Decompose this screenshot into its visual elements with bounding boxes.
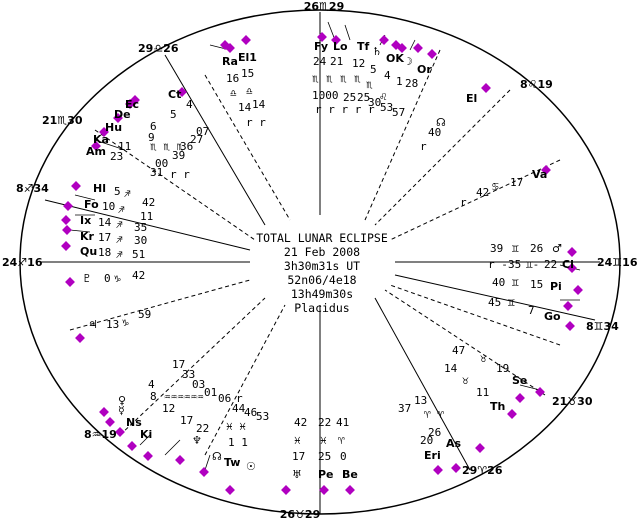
- min-ra: 14: [238, 101, 252, 114]
- planet-or: Or: [417, 63, 432, 76]
- planet-eri: Eri: [424, 449, 441, 462]
- planet-marker-dot: [225, 485, 235, 495]
- min-hl: 42: [142, 196, 156, 209]
- planet-marker-dot: [573, 285, 583, 295]
- min-4: 01: [204, 386, 218, 399]
- planet-be: Be: [342, 468, 358, 481]
- planet-ra: Ra: [222, 55, 238, 68]
- planet-marker-dot: [567, 247, 577, 257]
- sign-ix: ♐: [116, 218, 123, 231]
- group-top-right: [312, 40, 432, 119]
- planet-marker-dot: [241, 35, 251, 45]
- planet-pe: Pe: [318, 468, 334, 481]
- planet-marker-dot: [507, 409, 517, 419]
- planet-am: Am: [86, 145, 106, 158]
- cusp-label-9: 8♌19: [520, 78, 553, 91]
- planet-ct: Ct: [168, 88, 182, 101]
- deg-mars: 39: [490, 242, 504, 255]
- deg-th: 37: [398, 402, 412, 415]
- deg-ct: 4: [186, 98, 193, 111]
- signs-lr: ♈ ♈: [424, 408, 444, 421]
- deg-ns: 12: [162, 402, 176, 415]
- planet-marker-dot: [281, 485, 291, 495]
- sign-ra: ♎: [230, 87, 237, 100]
- sign-ok: ♏: [366, 78, 373, 91]
- planet-marker-dot: [62, 225, 72, 235]
- planet-uranus: ♅: [292, 468, 302, 481]
- planet-marker-dot: [61, 215, 71, 225]
- deg-go: 45: [488, 296, 502, 309]
- planet-th: Th: [490, 400, 506, 413]
- deg-x: 20: [420, 434, 434, 447]
- deg-fy: 24: [313, 55, 327, 68]
- signs-ll-2: ♓ ♓: [226, 420, 246, 433]
- bottom-25: 25: [318, 450, 332, 463]
- min-pi: 15: [530, 278, 544, 291]
- deg-ok: 4: [384, 69, 391, 82]
- degs-ll-3: 1 1: [228, 436, 248, 449]
- planet-marker-dot: [71, 181, 81, 191]
- min-va: 17: [510, 176, 524, 189]
- planet-kr: Kr: [80, 230, 94, 243]
- deg-mercury: 8: [150, 390, 157, 403]
- planet-marker-dot: [143, 451, 153, 461]
- min-pluto: 42: [132, 269, 146, 282]
- planet-marker-dot: [65, 277, 75, 287]
- deg-de: 6: [150, 120, 157, 133]
- planet-hu: Hu: [105, 121, 123, 134]
- deg-hl: 5: [114, 185, 121, 198]
- group-right: [488, 242, 574, 323]
- signs-ul: ♏ ♏ ♏: [150, 140, 184, 153]
- planet-marker-dot: [127, 441, 137, 451]
- planet-marker-dot: [175, 455, 185, 465]
- sign-mars: ♊: [512, 242, 519, 255]
- cusp-label-2: 8♐34: [16, 182, 49, 195]
- signs-ll: ♒♒♒♒♒♒: [164, 390, 204, 403]
- info-house-system: Placidus: [294, 301, 350, 315]
- planet-ec: Ec: [125, 98, 140, 111]
- min-moon: 57: [392, 106, 406, 119]
- planet-hl: Hl: [93, 182, 106, 195]
- retro-ul: r r: [170, 168, 190, 181]
- planet-marker-dot: [535, 387, 545, 397]
- deg-ra: 16: [226, 72, 240, 85]
- deg-node: 40: [428, 126, 442, 139]
- deg-pi: 40: [492, 276, 506, 289]
- sign-fy: ♏: [312, 72, 319, 85]
- group-asc-side: [82, 269, 151, 331]
- deg-el1: 15: [241, 67, 255, 80]
- info-title: TOTAL LUNAR ECLIPSE: [256, 231, 388, 245]
- planet-mercury: ☿: [118, 404, 125, 417]
- deg-eri: 26: [428, 426, 442, 439]
- planet-mars: ♂: [552, 242, 562, 255]
- deg-pluto: 0: [104, 272, 111, 285]
- sign-el1: ♎: [246, 85, 253, 98]
- planet-ci: Ci: [562, 258, 574, 271]
- deg-jupiter: 13: [106, 318, 120, 331]
- sign-pluto: ♑: [114, 272, 121, 285]
- planet-jupiter: ♃: [88, 318, 98, 331]
- sign-jupiter: ♑: [122, 316, 129, 329]
- planet-marker-dot: [565, 321, 575, 331]
- planet-marker-dot: [427, 49, 437, 59]
- planet-saturn: ♄: [372, 45, 382, 58]
- min-kr: 30: [134, 234, 148, 247]
- planet-go: Go: [544, 310, 561, 323]
- planet-marker-dot: [61, 241, 71, 251]
- planet-as: As: [446, 437, 462, 450]
- planet-marker-dot: [563, 301, 573, 311]
- deg-ki: 17: [180, 414, 194, 427]
- planet-ka: Ka: [93, 133, 109, 146]
- min-ci: 22: [544, 258, 558, 271]
- planet-va: Va: [532, 168, 548, 181]
- min-el1: 14: [252, 98, 266, 111]
- deg-ix: 14: [98, 216, 112, 229]
- planet-de: De: [114, 108, 131, 121]
- min-am: 31: [150, 166, 164, 179]
- cusp-label-ic: 26♉29: [279, 508, 321, 521]
- deg-hu: 9: [148, 131, 155, 144]
- min-2: 33: [182, 368, 196, 381]
- planet-ok: OK: [386, 52, 404, 65]
- planet-marker-dot: [199, 467, 209, 477]
- deg-se: 47: [452, 344, 466, 357]
- planet-marker-dot: [345, 485, 355, 495]
- bottom-42: 42: [294, 416, 308, 429]
- info-location: 52n06/4e18: [287, 273, 357, 287]
- min-qu: 51: [132, 248, 146, 261]
- sign-fo: ♐: [118, 203, 125, 216]
- planet-tw: Tw: [224, 456, 241, 469]
- min-mars: 26: [530, 242, 544, 255]
- planet-neptune: ♆: [192, 434, 202, 447]
- sign-saturn: ♏: [354, 72, 361, 85]
- deg-ec: 5: [170, 108, 177, 121]
- cusp-label-11: 29♎26: [138, 42, 179, 55]
- min-ec: 27: [190, 133, 204, 146]
- cusp-label-7: 21♉30: [552, 395, 593, 408]
- deg-saturn: 5: [370, 63, 377, 76]
- retro-marks: r r r r r: [315, 103, 375, 116]
- planet-marker-dot: [481, 83, 491, 93]
- planet-ki: Ki: [140, 428, 153, 441]
- cusp-label-3: 8♒19: [84, 428, 117, 441]
- info-sidereal: 13h49m30s: [290, 287, 354, 301]
- min-go: 7: [528, 304, 535, 317]
- cusp-label-asc: 24♐16: [2, 256, 43, 269]
- min-3: 03: [192, 378, 206, 391]
- min-ix: 35: [134, 221, 148, 234]
- min-fy: 1000: [312, 89, 339, 102]
- planet-sun: ☉: [246, 460, 256, 473]
- deg-or: 28: [405, 77, 419, 90]
- planet-node-south: ☊: [212, 450, 222, 463]
- cusp-label-8: 8♊34: [586, 320, 619, 333]
- cusp-label-12: 21♏30: [42, 114, 83, 127]
- planet-marker-dot: [451, 463, 461, 473]
- planet-marker-dot: [413, 43, 423, 53]
- planet-moon: ☽: [403, 55, 413, 68]
- group-left: [80, 182, 155, 261]
- min-ka: 00: [155, 157, 169, 170]
- deg-ka: 11: [118, 140, 132, 153]
- planet-node: ☊: [436, 116, 446, 129]
- min-lo: 25: [343, 91, 357, 104]
- planet-tf: Tf: [357, 40, 370, 53]
- planet-pi: Pi: [550, 280, 562, 293]
- sign-va: ♋: [492, 180, 499, 193]
- min-5: 06: [218, 392, 232, 405]
- deg-14: 14: [444, 362, 458, 375]
- group-top-left: [222, 51, 266, 129]
- planet-venus: ♀: [118, 394, 127, 407]
- planet-marker-dot: [475, 443, 485, 453]
- cusp-label-dsc: 24♊16: [597, 256, 638, 269]
- group-bottom: [292, 416, 358, 481]
- deg-venus: 4: [148, 378, 155, 391]
- min-hu: 39: [172, 149, 186, 162]
- deg-lo: 21: [330, 55, 344, 68]
- planet-ix: Ix: [80, 214, 92, 227]
- deg-11: 11: [476, 386, 490, 399]
- planet-qu: Qu: [80, 245, 98, 258]
- planet-el1: El1: [238, 51, 257, 64]
- bottom-0: 0: [340, 450, 347, 463]
- deg-as: 13: [414, 394, 428, 407]
- planet-marker-dot: [515, 393, 525, 403]
- line-right-1: r -: [488, 258, 508, 271]
- min-de: 36: [180, 140, 194, 153]
- group-upper-left: [86, 88, 209, 181]
- group-upper-right: [420, 92, 547, 209]
- deg-qu: 18: [98, 246, 112, 259]
- deg-kr: 17: [98, 231, 112, 244]
- info-time: 3h30m31s UT: [283, 259, 361, 273]
- planet-se: Se: [512, 374, 528, 387]
- signs-lr3: ♉: [462, 374, 469, 387]
- retro-marks-tl: r r: [246, 116, 266, 129]
- cusp-label-5: 29♈26: [462, 464, 503, 477]
- planet-marker-dot: [319, 485, 329, 495]
- cusp-label-mc: 26♏29: [303, 0, 345, 13]
- retro-ll: r: [236, 392, 243, 405]
- deg-fo: 10: [102, 200, 116, 213]
- planet-marker-dot: [75, 333, 85, 343]
- planet-fo: Fo: [84, 198, 99, 211]
- min-saturn: 30: [368, 96, 382, 109]
- planet-marker-dot: [99, 407, 109, 417]
- deg-tf: 12: [352, 57, 366, 70]
- sign-qu: ♐: [116, 248, 123, 261]
- sign-b2: ♓: [320, 434, 327, 447]
- deg-am: 23: [110, 150, 124, 163]
- min-tf: 25: [357, 91, 371, 104]
- planet-el: El: [466, 92, 478, 105]
- deg-ci: 35: [508, 258, 522, 271]
- deg-19: 19: [496, 362, 510, 375]
- min-fo: 11: [140, 210, 154, 223]
- group-lower-left: [118, 358, 269, 473]
- bottom-41: 41: [336, 416, 350, 429]
- sign-hl: ♐: [124, 187, 131, 200]
- sign-tf: ♏: [340, 72, 347, 85]
- min-7: 46: [244, 406, 258, 419]
- planet-lo: Lo: [333, 40, 348, 53]
- min-1: 17: [172, 358, 186, 371]
- sign-b3: ♈: [338, 434, 345, 447]
- retro-ur: r: [420, 140, 427, 153]
- planet-ns: Ns: [126, 416, 142, 429]
- bottom-17: 17: [292, 450, 306, 463]
- sign-pi: ♊: [512, 276, 519, 289]
- planet-marker-dot: [63, 201, 73, 211]
- sign-or: ♌: [380, 90, 387, 103]
- deg-moon: 1: [396, 75, 403, 88]
- sign-ci: ♊-: [526, 258, 540, 271]
- info-date: 21 Feb 2008: [283, 245, 361, 259]
- planet-pluto: ♇: [82, 272, 92, 285]
- planet-marker-dot: [105, 417, 115, 427]
- sign-lo: ♏: [326, 72, 333, 85]
- group-lower-right: [398, 344, 527, 462]
- retro-va: r: [460, 196, 467, 209]
- min-ok: 53: [380, 101, 394, 114]
- signs-lr2: ♉: [480, 352, 487, 365]
- sign-b1: ♓: [294, 434, 301, 447]
- planet-fy: Fy: [314, 40, 329, 53]
- min-8: 53: [256, 410, 270, 423]
- sign-kr: ♐: [116, 233, 123, 246]
- deg-va: 42: [476, 186, 490, 199]
- min-ct: 07: [196, 125, 210, 138]
- min-jupiter: 59: [138, 308, 152, 321]
- bottom-22: 22: [318, 416, 332, 429]
- min-6: 44: [232, 402, 246, 415]
- sign-go: ♊: [508, 296, 515, 309]
- deg-neptune: 22: [196, 422, 210, 435]
- planet-marker-dot: [433, 465, 443, 475]
